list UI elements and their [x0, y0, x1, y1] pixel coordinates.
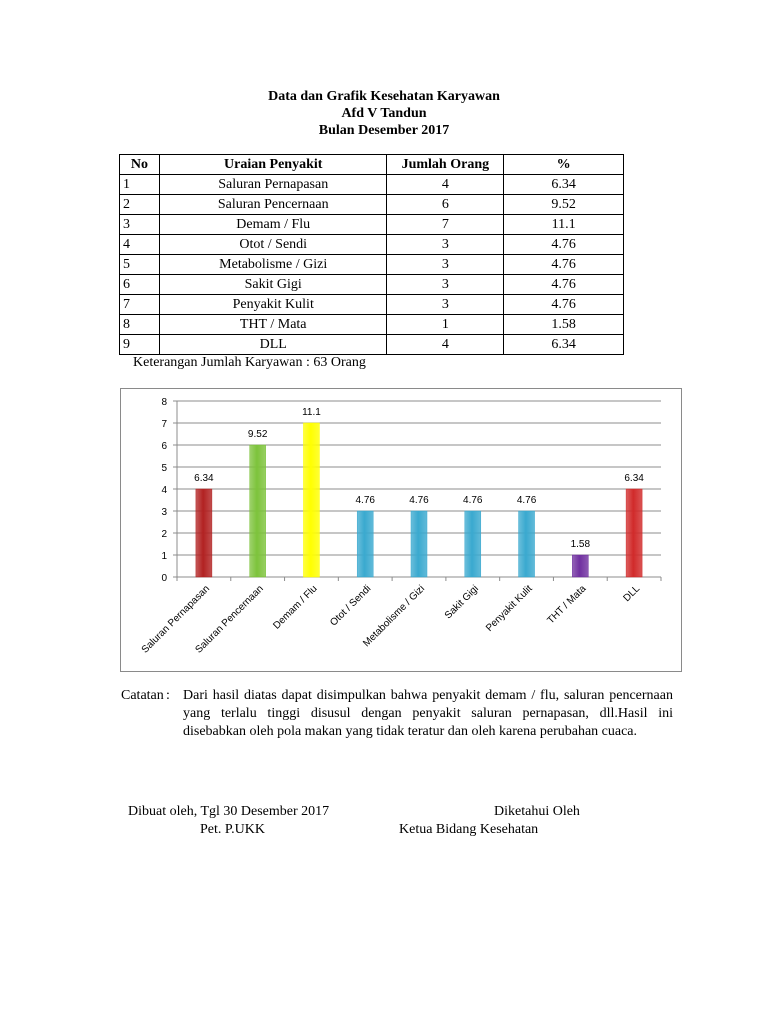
cell-uraian: Metabolisme / Gizi — [159, 255, 387, 275]
made-by-role: Pet. P.UKK — [200, 822, 265, 837]
cell-no: 8 — [120, 315, 160, 335]
x-category-label: Penyakit Kulit — [484, 583, 535, 634]
x-category-label: Demam / Flu — [271, 583, 320, 632]
table-row — [120, 235, 624, 255]
cell-jumlah: 1 — [387, 315, 504, 335]
cell-percent: 4.76 — [504, 235, 624, 255]
bar-data-label: 6.34 — [194, 473, 214, 484]
bar-data-label: 1.58 — [570, 539, 591, 550]
cell-percent: 4.76 — [504, 275, 624, 295]
title-line-3: Bulan Desember 2017 — [318, 123, 450, 138]
known-by-role: Ketua Bidang Kesehatan — [399, 822, 539, 837]
header-jumlah: Jumlah Orang — [387, 155, 504, 175]
bar — [626, 489, 642, 577]
cell-uraian: Saluran Pernapasan — [159, 175, 387, 195]
cell-uraian: DLL — [159, 335, 387, 355]
y-tick-label: 6 — [161, 441, 167, 452]
cell-percent: 4.76 — [504, 255, 624, 275]
cell-no: 7 — [120, 295, 160, 315]
cell-percent: 11.1 — [504, 215, 624, 235]
y-tick-label: 2 — [161, 529, 167, 540]
known-by: Diketahui Oleh — [494, 804, 580, 819]
cell-uraian: Saluran Pencernaan — [159, 195, 387, 215]
table-row — [120, 335, 624, 355]
table-row — [120, 255, 624, 275]
chart-svg — [121, 389, 681, 671]
table-row — [120, 215, 624, 235]
title-line-1: Data dan Grafik Kesehatan Karyawan — [268, 89, 500, 104]
cell-uraian: Penyakit Kulit — [159, 295, 387, 315]
bar-data-label: 4.76 — [355, 495, 375, 506]
cell-uraian: Demam / Flu — [159, 215, 387, 235]
cell-no: 2 — [120, 195, 160, 215]
table-row — [120, 195, 624, 215]
cell-percent: 1.58 — [504, 315, 624, 335]
cell-jumlah: 3 — [387, 255, 504, 275]
cell-no: 9 — [120, 335, 160, 355]
cell-no: 4 — [120, 235, 160, 255]
cell-no: 5 — [120, 255, 160, 275]
x-category-label: THT / Mata — [545, 583, 589, 627]
header-percent: % — [504, 155, 624, 175]
cell-no: 3 — [120, 215, 160, 235]
bar-data-label: 11.1 — [302, 407, 321, 418]
table-row — [120, 315, 624, 335]
bar — [250, 445, 266, 577]
y-tick-label: 5 — [161, 463, 167, 474]
cell-jumlah: 6 — [387, 195, 504, 215]
x-category-label: Saluran Pencernaan — [193, 583, 266, 656]
y-tick-label: 8 — [161, 397, 167, 408]
bar-data-label: 4.76 — [516, 495, 537, 506]
bar — [411, 511, 427, 577]
header-uraian: Uraian Penyakit — [159, 155, 387, 175]
title-line-2: Afd V Tandun — [341, 106, 427, 121]
disease-bar-chart — [120, 388, 682, 672]
bar-data-label: 6.34 — [624, 473, 644, 484]
cell-jumlah: 4 — [387, 175, 504, 195]
x-category-label: Saluran Pernapasan — [139, 583, 213, 656]
made-by: Dibuat oleh, Tgl 30 Desember 2017 — [128, 804, 330, 819]
cell-jumlah: 3 — [387, 295, 504, 315]
cell-jumlah: 7 — [387, 215, 504, 235]
bar-data-label: 4.76 — [463, 495, 483, 506]
bar — [519, 511, 535, 577]
x-category-label: Metabolisme / Gizi — [361, 583, 428, 650]
cell-uraian: Otot / Sendi — [159, 235, 387, 255]
disease-table — [119, 154, 624, 355]
bar — [357, 511, 373, 577]
cell-uraian: THT / Mata — [159, 315, 387, 335]
cell-percent: 9.52 — [504, 195, 624, 215]
cell-percent: 6.34 — [504, 335, 624, 355]
bar-data-label: 9.52 — [247, 429, 268, 440]
table-row — [120, 295, 624, 315]
y-tick-label: 0 — [161, 573, 167, 584]
employee-count-note: Keterangan Jumlah Karyawan : 63 Orang — [133, 355, 366, 370]
bar — [196, 489, 212, 577]
cell-percent: 4.76 — [504, 295, 624, 315]
y-tick-label: 4 — [161, 485, 167, 496]
bar-data-label: 4.76 — [409, 495, 429, 506]
bar — [303, 423, 319, 577]
bar — [465, 511, 481, 577]
cell-uraian: Sakit Gigi — [159, 275, 387, 295]
cell-no: 6 — [120, 275, 160, 295]
catatan-text: Dari hasil diatas dapat disimpulkan bahwa penyakit demam / flu, saluran pencernaan yang terlalu tinggi disusul dengan penyakit saluran pernapasan, dll.Hasil ini disebabkan oleh pola makan yang tidak teratur dan oleh karena perubahan cuaca. — [183, 688, 673, 739]
document-title — [0, 88, 768, 139]
x-category-label: Otot / Sendi — [328, 583, 374, 629]
y-tick-label: 1 — [161, 551, 167, 562]
x-category-label: DLL — [621, 583, 643, 605]
cell-percent: 6.34 — [504, 175, 624, 195]
cell-jumlah: 3 — [387, 235, 504, 255]
cell-jumlah: 4 — [387, 335, 504, 355]
cell-jumlah: 3 — [387, 275, 504, 295]
x-category-label: Sakit Gigi — [442, 583, 481, 622]
catatan-label: Catatan — [121, 688, 164, 703]
cell-no: 1 — [120, 175, 160, 195]
header-no: No — [120, 155, 160, 175]
table-row — [120, 175, 624, 195]
y-tick-label: 7 — [161, 419, 167, 430]
catatan-colon: : — [166, 688, 170, 703]
bar — [572, 555, 588, 577]
y-tick-label: 3 — [161, 507, 167, 518]
table-header-row — [120, 155, 624, 175]
table-row — [120, 275, 624, 295]
